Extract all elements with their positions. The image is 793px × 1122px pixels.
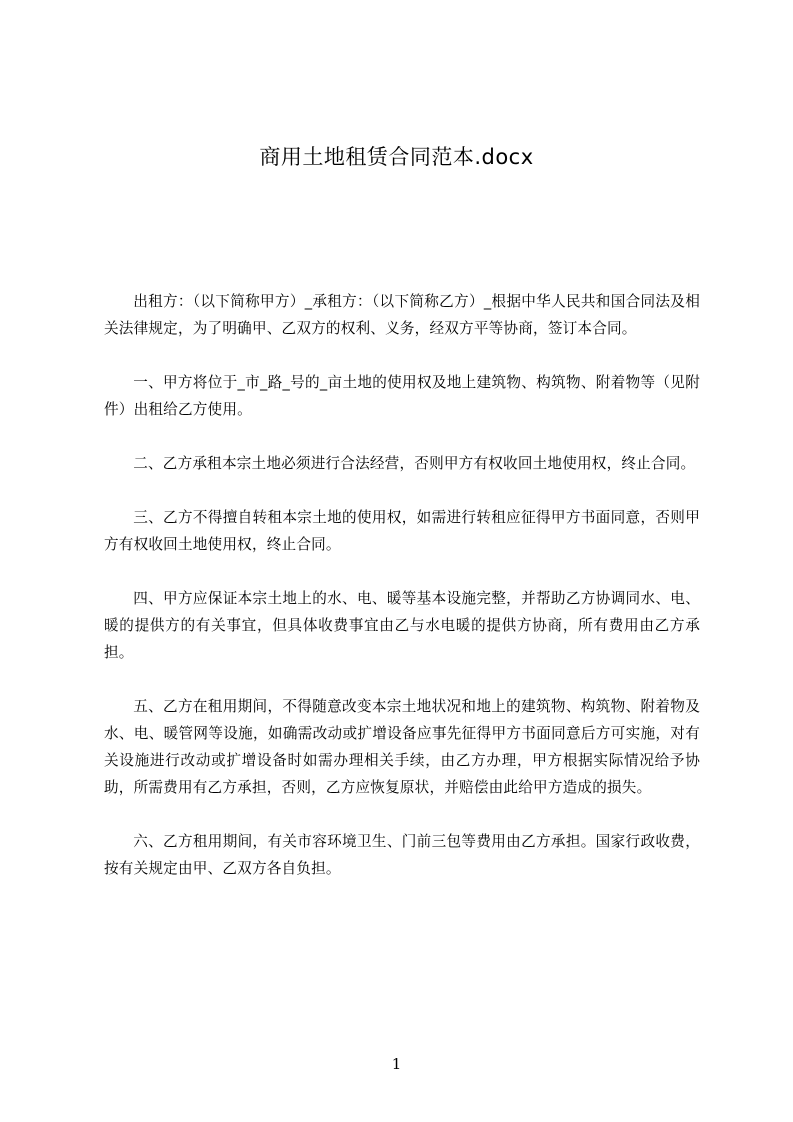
paragraph-clause-3: 三、乙方不得擅自转租本宗土地的使用权，如需进行转租应征得甲方书面同意，否则甲方有权收回土地使用权，终止合同。: [104, 509, 700, 553]
paragraph-clause-6: 六、乙方租用期间，有关市容环境卫生、门前三包等费用由乙方承担。国家行政收费，按有关规定由甲、乙双方各自负担。: [104, 833, 700, 877]
paragraph-clause-4: 四、甲方应保证本宗土地上的水、电、暖等基本设施完整，并帮助乙方协调同水、电、暖的提供方的有关事宜，但具体收费事宜由乙与水电暖的提供方协商，所有费用由乙方承担。: [104, 590, 700, 661]
page-number: 1: [391, 1055, 402, 1073]
document-body: [104, 288, 700, 909]
paragraph-clause-2: 二、乙方承租本宗土地必须进行合法经营，否则甲方有权收回土地使用权，终止合同。: [133, 455, 696, 472]
paragraph-preamble: 出租方：（以下简称甲方）_承租方：（以下简称乙方）_根据中华人民共和国合同法及相关法律规定，为了明确甲、乙双方的权利、义务，经双方平等协商，签订本合同。: [104, 293, 700, 337]
paragraph-clause-5: 五、乙方在租用期间，不得随意改变本宗土地状况和地上的建筑物、构筑物、附着物及水、电、暖管网等设施，如确需改动或扩增设备应事先征得甲方书面同意后方可实施，对有关设施进行改动或扩增设备时如需办理相关手续，由乙方办理，甲方根据实际情况给予协助，所需费用有乙方承担，否则，乙方应恢复原状，并赔偿由此给甲方造成的损失。: [104, 698, 700, 796]
paragraph-clause-1: 一、甲方将位于_市_路_号的_亩土地的使用权及地上建筑物、构筑物、附着物等（见附件）出租给乙方使用。: [104, 374, 700, 418]
document-title: 商用土地租赁合同范本.docx: [259, 145, 534, 169]
